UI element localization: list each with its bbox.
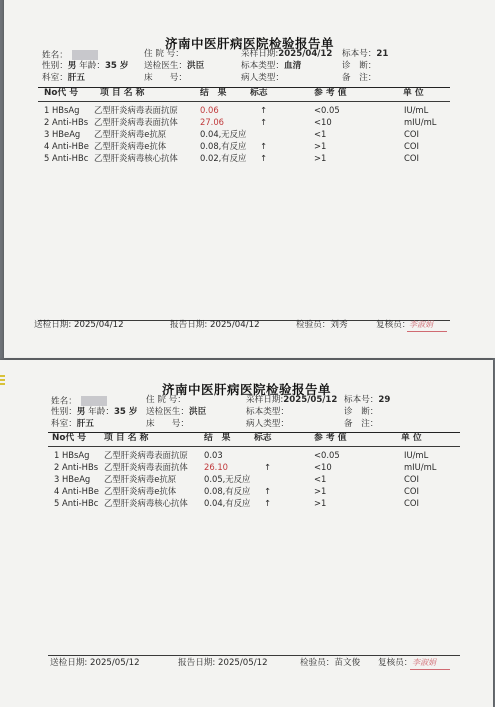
doctor-field bbox=[146, 408, 206, 417]
test-result: 27.06 bbox=[200, 117, 224, 127]
edge-marker bbox=[0, 375, 5, 377]
unit: COI bbox=[404, 474, 419, 484]
test-name: 乙型肝炎病毒e抗体 bbox=[94, 141, 167, 151]
col-code: No代 号 bbox=[44, 88, 79, 98]
doctor-field bbox=[144, 62, 204, 71]
reference-range: <10 bbox=[314, 117, 332, 127]
test-result: 0.02,有反应 bbox=[200, 153, 247, 163]
test-code: Anti-HBs bbox=[52, 117, 89, 127]
sample-date-value: 2025/05/12 bbox=[283, 395, 338, 405]
abnormal-flag: ↑ bbox=[264, 486, 272, 496]
row-number: 1 bbox=[54, 450, 60, 460]
test-result: 0.06 bbox=[200, 105, 219, 115]
reference-range: >1 bbox=[314, 153, 327, 163]
col-flag: 标志 bbox=[250, 88, 268, 98]
column-divider bbox=[38, 101, 450, 102]
unit: COI bbox=[404, 153, 419, 163]
row-number: 4 bbox=[54, 486, 60, 496]
patient-type-label: 病人类型： bbox=[246, 419, 289, 429]
sample-no-field bbox=[344, 396, 390, 405]
sample-no-field bbox=[342, 50, 388, 59]
reviewer-signature: 李淑娟 bbox=[409, 320, 433, 329]
test-name: 乙型肝炎病毒e抗体 bbox=[104, 486, 177, 496]
col-unit: 单 位 bbox=[403, 88, 424, 98]
inspector-label: 检验员： bbox=[300, 658, 335, 668]
test-name: 乙型肝炎病毒表面抗原 bbox=[94, 105, 178, 115]
test-result: 0.03 bbox=[204, 450, 223, 460]
abnormal-flag: ↑ bbox=[264, 462, 272, 472]
abnormal-flag: ↑ bbox=[264, 498, 272, 508]
test-code: Anti-HBe bbox=[62, 486, 99, 496]
dept-field bbox=[42, 74, 85, 83]
sex-age-field bbox=[51, 408, 137, 417]
report-date-field bbox=[170, 321, 260, 330]
reference-range: >1 bbox=[314, 486, 327, 496]
inspector-label: 检验员： bbox=[296, 320, 331, 330]
abnormal-flag: ↑ bbox=[260, 105, 268, 115]
submit-date-value: 2025/04/12 bbox=[74, 320, 124, 330]
unit: COI bbox=[404, 141, 419, 151]
reference-range: <0.05 bbox=[314, 105, 340, 115]
row-number: 2 bbox=[44, 117, 50, 127]
sample-no-label: 标本号： bbox=[344, 395, 379, 405]
row-number: 4 bbox=[44, 141, 50, 151]
signature-underline bbox=[407, 331, 447, 332]
reference-range: <1 bbox=[314, 474, 327, 484]
sample-type-value: 血清 bbox=[283, 61, 302, 71]
row-number: 3 bbox=[44, 129, 50, 139]
test-result: 0.04,无反应 bbox=[200, 129, 247, 139]
age-label: 年龄： bbox=[79, 61, 105, 71]
sample-type-label: 标本类型： bbox=[246, 407, 289, 417]
row-number: 5 bbox=[54, 498, 60, 508]
remarks-label: 备 注： bbox=[342, 73, 377, 83]
unit: mIU/mL bbox=[404, 117, 437, 127]
sample-type-label: 标本类型： bbox=[241, 61, 284, 71]
age-value: 35 岁 bbox=[113, 407, 138, 417]
unit: COI bbox=[404, 129, 419, 139]
dept-label: 科室： bbox=[51, 419, 77, 429]
test-name: 乙型肝炎病毒e抗原 bbox=[104, 474, 177, 484]
row-number: 5 bbox=[44, 153, 50, 163]
dept-label: 科室： bbox=[42, 73, 68, 83]
diagnosis-label: 诊 断： bbox=[342, 61, 377, 71]
sample-no-value: 29 bbox=[378, 395, 391, 405]
test-code: Anti-HBe bbox=[52, 141, 89, 151]
report-date-label: 报告日期: bbox=[178, 658, 216, 668]
dept-field bbox=[51, 420, 94, 429]
col-code: No代 号 bbox=[52, 433, 87, 443]
test-code: Anti-HBc bbox=[52, 153, 89, 163]
redacted-name bbox=[72, 50, 98, 60]
test-code: HBsAg bbox=[52, 105, 80, 115]
test-code: Anti-HBc bbox=[62, 498, 99, 508]
doctor-value: 洪臣 bbox=[188, 407, 207, 417]
inspector-value: 刘秀 bbox=[330, 320, 348, 330]
row-number: 1 bbox=[44, 105, 50, 115]
sample-no-value: 21 bbox=[376, 49, 389, 59]
sample-date-label: 采样日期: bbox=[246, 395, 284, 405]
redacted-name bbox=[81, 396, 107, 406]
age-value: 35 岁 bbox=[104, 61, 129, 71]
name-field bbox=[42, 50, 98, 60]
sample-date-field bbox=[246, 396, 337, 405]
reference-range: >1 bbox=[314, 498, 327, 508]
reference-range: <0.05 bbox=[314, 450, 340, 460]
sex-value: 男 bbox=[76, 407, 86, 417]
col-reference: 参 考 值 bbox=[314, 433, 347, 443]
report-title: 济南中医肝病医院检验报告单 bbox=[161, 382, 331, 397]
col-reference: 参 考 值 bbox=[314, 88, 347, 98]
edge-marker bbox=[0, 383, 5, 385]
reviewer-label: 复核员： bbox=[378, 658, 413, 668]
signature-underline bbox=[410, 669, 450, 670]
unit: COI bbox=[404, 486, 419, 496]
name-field bbox=[51, 396, 107, 406]
unit: IU/mL bbox=[404, 105, 429, 115]
bed-no-label: 床 号： bbox=[146, 419, 189, 429]
doctor-label: 送检医生： bbox=[146, 407, 189, 417]
test-name: 乙型肝炎病毒表面抗体 bbox=[104, 462, 188, 472]
submit-date-field bbox=[50, 659, 140, 668]
submit-date-field bbox=[34, 321, 124, 330]
test-result: 0.04,有反应 bbox=[204, 498, 251, 508]
row-number: 2 bbox=[54, 462, 60, 472]
inspector-field bbox=[296, 321, 348, 330]
reviewer-signature: 李淑娟 bbox=[412, 658, 436, 667]
test-result: 0.08,有反应 bbox=[204, 486, 251, 496]
inpatient-no-label: 住 院 号： bbox=[144, 49, 184, 59]
patient-type-label: 病人类型： bbox=[241, 73, 284, 83]
test-name: 乙型肝炎病毒表面抗体 bbox=[94, 117, 178, 127]
edge-marker bbox=[0, 379, 5, 381]
sample-date-field bbox=[241, 50, 332, 59]
report-date-label: 报告日期: bbox=[170, 320, 208, 330]
test-name: 乙型肝炎病毒核心抗体 bbox=[94, 153, 178, 163]
sample-type-field bbox=[241, 62, 301, 71]
dept-value: 肝五 bbox=[76, 419, 94, 429]
reference-range: <10 bbox=[314, 462, 332, 472]
submit-date-label: 送检日期: bbox=[34, 320, 72, 330]
report-date-field bbox=[178, 659, 268, 668]
lab-report-sheet bbox=[4, 0, 495, 358]
column-divider bbox=[48, 446, 460, 447]
sex-value: 男 bbox=[67, 61, 77, 71]
submit-date-label: 送检日期: bbox=[50, 658, 88, 668]
name-label: 姓名： bbox=[42, 50, 68, 61]
submit-date-value: 2025/05/12 bbox=[90, 658, 140, 668]
test-name: 乙型肝炎病毒e抗原 bbox=[94, 129, 167, 139]
sample-date-label: 采样日期: bbox=[241, 49, 279, 59]
reviewer-label: 复核员： bbox=[376, 320, 411, 330]
test-code: HBeAg bbox=[62, 474, 91, 484]
test-code: Anti-HBs bbox=[62, 462, 99, 472]
test-name: 乙型肝炎病毒核心抗体 bbox=[104, 498, 188, 508]
unit: mIU/mL bbox=[404, 462, 437, 472]
report-date-value: 2025/04/12 bbox=[210, 320, 260, 330]
test-result: 0.08,有反应 bbox=[200, 141, 247, 151]
col-result: 结 果 bbox=[204, 433, 231, 443]
inspector-value: 苗文俊 bbox=[334, 658, 361, 668]
reference-range: <1 bbox=[314, 129, 327, 139]
col-item-name: 项 目 名 称 bbox=[104, 433, 149, 443]
report-date-value: 2025/05/12 bbox=[218, 658, 268, 668]
abnormal-flag: ↑ bbox=[260, 117, 268, 127]
doctor-label: 送检医生： bbox=[144, 61, 187, 71]
sex-age-field bbox=[42, 62, 128, 71]
col-result: 结 果 bbox=[200, 88, 227, 98]
sample-date-value: 2025/04/12 bbox=[278, 49, 333, 59]
lab-report-sheet bbox=[0, 360, 493, 707]
dept-value: 肝五 bbox=[67, 73, 85, 83]
col-item-name: 项 目 名 称 bbox=[100, 88, 145, 98]
footer-divider bbox=[48, 655, 460, 656]
test-code: HBsAg bbox=[62, 450, 90, 460]
age-label: 年龄： bbox=[88, 407, 114, 417]
bed-no-label: 床 号： bbox=[144, 73, 187, 83]
diagnosis-label: 诊 断： bbox=[344, 407, 379, 417]
test-result: 0.05,无反应 bbox=[204, 474, 251, 484]
inspector-field bbox=[300, 659, 360, 668]
abnormal-flag: ↑ bbox=[260, 153, 268, 163]
abnormal-flag: ↑ bbox=[260, 141, 268, 151]
test-name: 乙型肝炎病毒表面抗原 bbox=[104, 450, 188, 460]
sex-label: 性别： bbox=[42, 61, 68, 71]
unit: COI bbox=[404, 498, 419, 508]
test-result: 26.10 bbox=[204, 462, 228, 472]
unit: IU/mL bbox=[404, 450, 429, 460]
name-label: 姓名： bbox=[51, 396, 77, 407]
remarks-label: 备 注： bbox=[344, 419, 379, 429]
doctor-value: 洪臣 bbox=[186, 61, 205, 71]
col-unit: 单 位 bbox=[401, 433, 422, 443]
col-flag: 标志 bbox=[254, 433, 272, 443]
report-title: 济南中医肝病医院检验报告单 bbox=[164, 36, 334, 51]
inpatient-no-label: 住 院 号： bbox=[146, 395, 186, 405]
reference-range: >1 bbox=[314, 141, 327, 151]
sample-no-label: 标本号： bbox=[342, 49, 377, 59]
test-code: HBeAg bbox=[52, 129, 81, 139]
row-number: 3 bbox=[54, 474, 60, 484]
sex-label: 性别： bbox=[51, 407, 77, 417]
